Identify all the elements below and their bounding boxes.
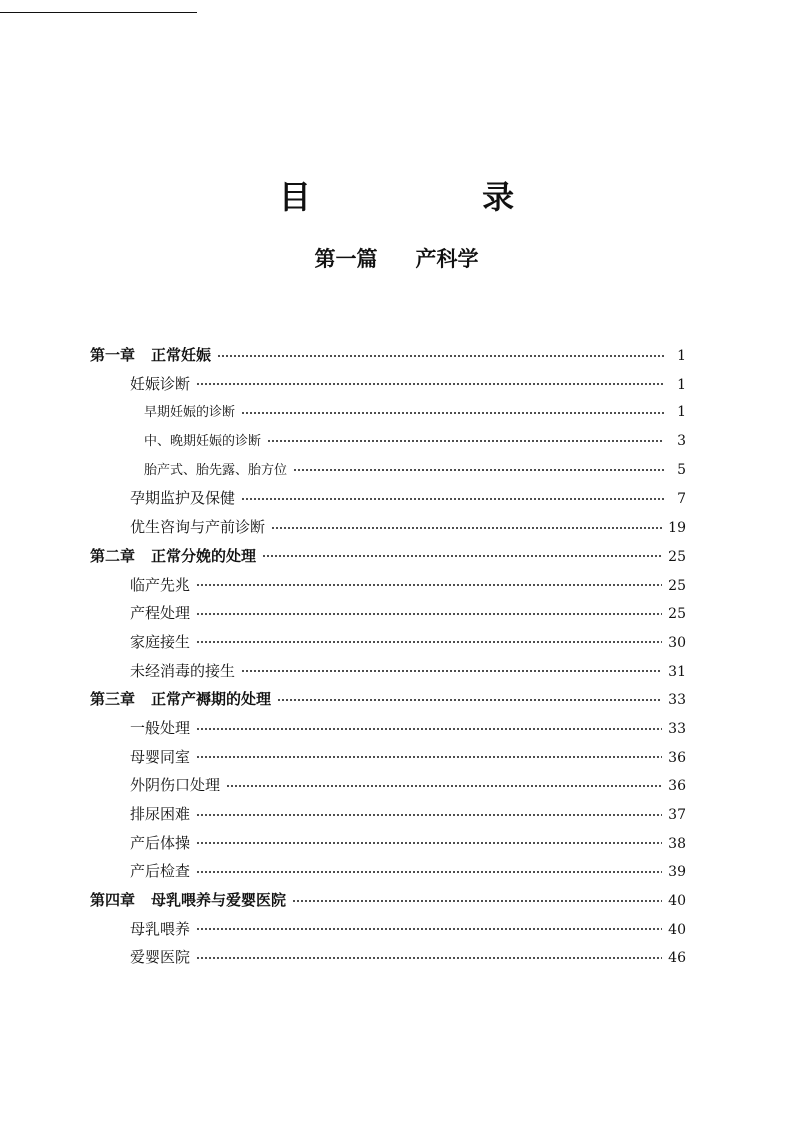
toc-page-number: 31 [668, 663, 686, 680]
toc-page-number: 37 [668, 807, 686, 823]
toc-entry-title: 中、晚期妊娠的诊断 [144, 434, 262, 450]
dot-leader [241, 405, 664, 418]
toc-chapter-number: 第四章 [90, 891, 136, 910]
toc-entry-title: 产后检查 [130, 862, 191, 881]
toc-page-number: 3 [677, 433, 686, 450]
toc-entry-title: 外阴伤口处理 [130, 776, 221, 795]
toc-entry-title: 产后体操 [130, 833, 191, 852]
toc-entry-title: 家庭接生 [130, 632, 191, 651]
dot-leader [293, 463, 664, 476]
toc-page-number: 1 [677, 376, 686, 393]
part-name: 产科学 [415, 247, 479, 271]
toc-chapter-entry [90, 889, 686, 918]
part-title [0, 243, 793, 273]
toc-chapter-number: 第三章 [90, 690, 136, 709]
toc-section-entry [90, 516, 686, 545]
toc-chapter-number: 第二章 [90, 546, 136, 565]
toc-section-entry [90, 660, 686, 689]
dot-leader [196, 376, 664, 391]
dot-leader [196, 806, 662, 821]
toc-entry-title: 临产先兆 [130, 575, 191, 594]
toc-page-number: 36 [668, 749, 686, 766]
toc-section-entry [90, 746, 686, 775]
toc-page-number: 25 [668, 548, 686, 565]
dot-leader [241, 490, 664, 505]
toc-page-number: 46 [668, 950, 686, 967]
dot-leader [196, 835, 662, 850]
toc-entry-title: 早期妊娠的诊断 [144, 405, 236, 421]
toc-entry-title: 产程处理 [130, 604, 191, 623]
toc-page-number: 40 [668, 893, 686, 910]
toc-section-entry [90, 373, 686, 402]
toc-page-number: 1 [677, 348, 686, 364]
dot-leader [262, 548, 662, 563]
toc-section-entry [90, 631, 686, 660]
toc-section-entry [90, 946, 686, 975]
toc-section-entry [90, 602, 686, 631]
dot-leader [241, 663, 662, 678]
toc-section-entry [90, 487, 686, 516]
toc-page-number: 5 [677, 461, 686, 478]
toc-page-number: 25 [668, 577, 686, 594]
toc-entry-title: 未经消毒的接生 [130, 661, 236, 680]
toc-entry-title: 优生咨询与产前诊断 [130, 518, 266, 537]
dot-leader [277, 691, 662, 706]
toc-section-entry [90, 918, 686, 947]
toc-section-entry [90, 574, 686, 603]
table-of-contents [90, 344, 686, 975]
toc-entry-title: 正常分娩的处理 [151, 546, 257, 565]
dot-leader [196, 577, 662, 592]
toc-page-number: 40 [668, 921, 686, 938]
toc-entry-title: 胎产式、胎先露、胎方位 [144, 462, 288, 478]
toc-subsection-entry [90, 401, 686, 430]
toc-page-number: 30 [668, 634, 686, 651]
dot-leader [196, 605, 662, 620]
toc-entry-title: 正常妊娠 [151, 346, 212, 364]
toc-page-number: 25 [668, 606, 686, 623]
toc-page-number: 33 [668, 720, 686, 737]
dot-leader [196, 634, 662, 649]
toc-entry-title: 爱婴医院 [130, 948, 191, 967]
toc-page-number: 7 [677, 491, 686, 508]
dot-leader [292, 892, 662, 907]
toc-chapter-number: 第一章 [90, 346, 136, 364]
toc-subsection-entry [90, 430, 686, 459]
toc-entry-title: 母婴同室 [130, 747, 191, 766]
toc-chapter-entry [90, 688, 686, 717]
toc-subsection-entry [90, 459, 686, 488]
toc-page-number: 39 [668, 864, 686, 881]
toc-section-entry [90, 717, 686, 746]
toc-entry-title: 妊娠诊断 [130, 374, 191, 393]
toc-page-number: 36 [668, 778, 686, 795]
page-title: 目 录 [278, 178, 595, 216]
toc-page-number: 1 [677, 404, 686, 421]
toc-chapter-entry [90, 344, 686, 373]
dot-leader [196, 921, 662, 936]
toc-page-number: 19 [668, 520, 686, 537]
toc-entry-title: 一般处理 [130, 718, 191, 737]
toc-chapter-entry [90, 545, 686, 574]
dot-leader [217, 347, 664, 362]
dot-leader [196, 749, 662, 764]
toc-section-entry [90, 803, 686, 832]
toc-section-entry [90, 832, 686, 861]
dot-leader [196, 863, 662, 878]
toc-section-entry [90, 774, 686, 803]
toc-page-number: 33 [668, 692, 686, 709]
toc-entry-title: 母乳喂养 [130, 919, 191, 938]
toc-entry-title: 正常产褥期的处理 [151, 690, 272, 709]
dot-leader [226, 777, 662, 792]
top-rule [0, 12, 197, 13]
toc-section-entry [90, 860, 686, 889]
toc-entry-title: 排尿困难 [130, 805, 191, 823]
toc-entry-title: 孕期监护及保健 [130, 489, 236, 508]
dot-leader [271, 519, 662, 534]
part-label: 第一篇 [314, 247, 378, 271]
dot-leader [196, 720, 662, 735]
dot-leader [267, 434, 664, 447]
toc-page-number: 38 [668, 835, 686, 852]
toc-entry-title: 母乳喂养与爱婴医院 [151, 891, 287, 910]
dot-leader [196, 949, 662, 964]
